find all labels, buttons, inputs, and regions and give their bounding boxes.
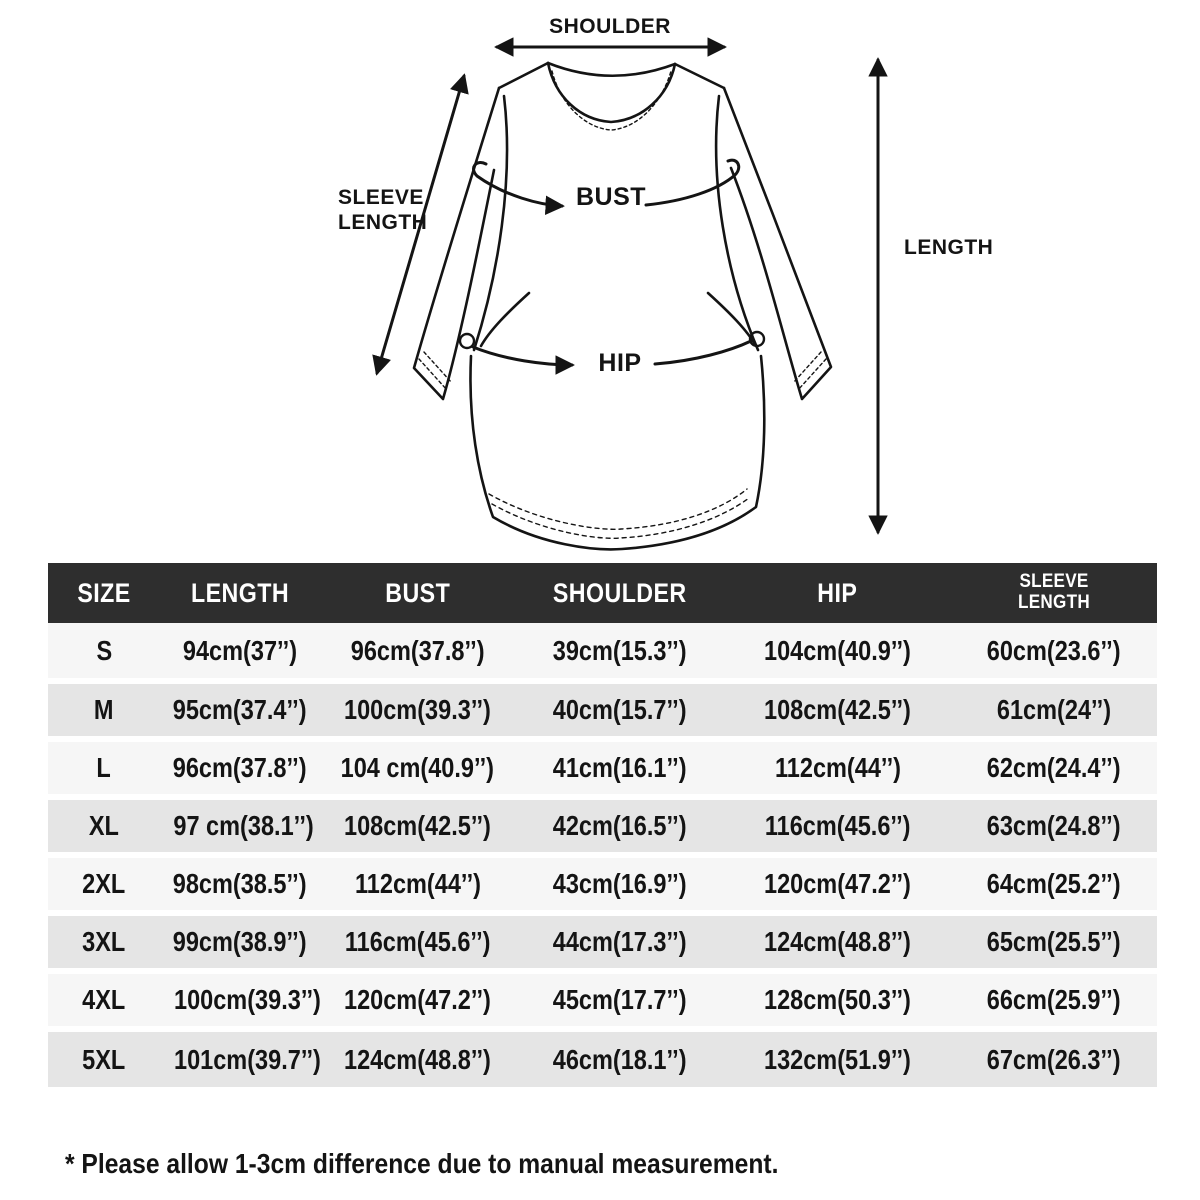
cell-bust: 124cm(48.8’’) bbox=[344, 1043, 491, 1075]
header-length-text: LENGTH bbox=[190, 577, 290, 608]
cell-size: 5XL bbox=[82, 1043, 126, 1075]
skirt-outline bbox=[470, 356, 764, 549]
cell-sleeve: 61cm(24’’) bbox=[996, 694, 1111, 725]
cell-sleeve: 60cm(23.6’’) bbox=[986, 634, 1121, 666]
hip-label: HIP bbox=[598, 349, 642, 377]
cell-hip: 108cm(42.5’’) bbox=[764, 694, 911, 725]
size-table-container bbox=[48, 563, 1157, 1087]
table-header-row bbox=[48, 563, 1157, 623]
hip-arc-left bbox=[473, 347, 572, 365]
measurement-footnote: * Please allow 1-3cm difference due to manual measurement. bbox=[65, 1148, 779, 1179]
cell-length: 101cm(39.7’’) bbox=[173, 1043, 321, 1075]
header-hip-text: HIP bbox=[817, 577, 858, 608]
cell-shoulder: 45cm(17.7’’) bbox=[553, 984, 687, 1015]
header-shoulder-text: SHOULDER bbox=[553, 577, 687, 608]
cell-bust: 96cm(37.8’’) bbox=[350, 634, 485, 666]
sleeve-length-label-line1: SLEEVE bbox=[338, 186, 424, 209]
table-row-s bbox=[48, 623, 1157, 681]
cell-size: L bbox=[96, 752, 112, 783]
table-row-xl bbox=[48, 797, 1157, 855]
cell-hip: 112cm(44’’) bbox=[774, 752, 901, 783]
header-hip bbox=[725, 563, 950, 623]
header-length bbox=[160, 563, 320, 623]
bust-label: BUST bbox=[575, 183, 647, 211]
cell-shoulder: 46cm(18.1’’) bbox=[553, 1043, 687, 1075]
back-collar bbox=[548, 63, 675, 76]
cell-length: 95cm(37.4’’) bbox=[173, 694, 307, 725]
header-shoulder bbox=[515, 563, 725, 623]
cell-bust: 108cm(42.5’’) bbox=[344, 810, 491, 841]
cell-shoulder: 42cm(16.5’’) bbox=[553, 810, 687, 841]
cell-bust: 120cm(47.2’’) bbox=[344, 984, 491, 1015]
hip-arc-right bbox=[655, 341, 751, 364]
cell-sleeve: 65cm(25.5’’) bbox=[986, 926, 1121, 957]
cell-length: 99cm(38.9’’) bbox=[173, 926, 307, 957]
cell-bust: 112cm(44’’) bbox=[354, 868, 481, 899]
cell-length: 96cm(37.8’’) bbox=[173, 752, 307, 783]
cell-shoulder: 44cm(17.3’’) bbox=[553, 926, 687, 957]
cell-size: XL bbox=[88, 810, 120, 841]
cell-hip: 116cm(45.6’’) bbox=[764, 810, 911, 841]
cell-size: M bbox=[94, 694, 114, 725]
cell-size: 4XL bbox=[82, 984, 126, 1015]
size-table bbox=[48, 563, 1157, 1087]
cell-shoulder: 39cm(15.3’’) bbox=[553, 634, 687, 666]
cell-length: 97 cm(38.1’’) bbox=[173, 810, 314, 841]
cell-length: 94cm(37’’) bbox=[182, 634, 298, 666]
cell-bust: 104 cm(40.9’’) bbox=[340, 752, 495, 783]
table-row-5xl bbox=[48, 1029, 1157, 1087]
cell-hip: 120cm(47.2’’) bbox=[764, 868, 911, 899]
cell-sleeve: 62cm(24.4’’) bbox=[986, 752, 1121, 783]
armhole-seam-left bbox=[474, 96, 507, 350]
cell-hip: 128cm(50.3’’) bbox=[764, 984, 911, 1015]
cell-shoulder: 40cm(15.7’’) bbox=[553, 694, 687, 725]
front-neckline bbox=[548, 63, 675, 122]
shoulder-label: SHOULDER bbox=[549, 15, 671, 38]
garment-measurement-diagram bbox=[0, 0, 1200, 562]
sleeve-right bbox=[724, 88, 831, 399]
cell-length: 100cm(39.3’’) bbox=[173, 984, 321, 1015]
table-row-4xl bbox=[48, 971, 1157, 1029]
header-bust-text: BUST bbox=[385, 577, 450, 608]
dress-outline bbox=[414, 63, 831, 549]
cell-size: S bbox=[96, 634, 112, 666]
cell-bust: 116cm(45.6’’) bbox=[344, 926, 491, 957]
table-row-3xl bbox=[48, 913, 1157, 971]
cell-size: 2XL bbox=[82, 868, 126, 899]
header-bust bbox=[320, 563, 515, 623]
cell-hip: 124cm(48.8’’) bbox=[764, 926, 911, 957]
bust-arc-right bbox=[646, 160, 739, 205]
length-label: LENGTH bbox=[904, 236, 994, 259]
cell-sleeve: 67cm(26.3’’) bbox=[986, 1043, 1121, 1075]
cell-length: 98cm(38.5’’) bbox=[173, 868, 307, 899]
cell-bust: 100cm(39.3’’) bbox=[344, 694, 491, 725]
cell-hip: 104cm(40.9’’) bbox=[764, 634, 911, 666]
sleeve-length-label-line2: LENGTH bbox=[338, 211, 428, 234]
table-row-l bbox=[48, 739, 1157, 797]
cell-size: 3XL bbox=[82, 926, 126, 957]
cell-sleeve: 66cm(25.9’’) bbox=[986, 984, 1121, 1015]
header-size bbox=[48, 563, 160, 623]
table-row-m bbox=[48, 681, 1157, 739]
header-sleeve-length bbox=[950, 563, 1157, 623]
cell-sleeve: 64cm(25.2’’) bbox=[986, 868, 1121, 899]
cell-shoulder: 43cm(16.9’’) bbox=[553, 868, 687, 899]
header-sleeve-length-text: SLEEVE LENGTH bbox=[1017, 571, 1090, 613]
hip-arc-loop-left bbox=[460, 334, 474, 348]
pocket-curve-right bbox=[708, 293, 756, 346]
cell-hip: 132cm(51.9’’) bbox=[764, 1043, 911, 1075]
cell-shoulder: 41cm(16.1’’) bbox=[553, 752, 687, 783]
cell-sleeve: 63cm(24.8’’) bbox=[986, 810, 1121, 841]
header-size-text: SIZE bbox=[77, 577, 131, 608]
table-row-2xl bbox=[48, 855, 1157, 913]
